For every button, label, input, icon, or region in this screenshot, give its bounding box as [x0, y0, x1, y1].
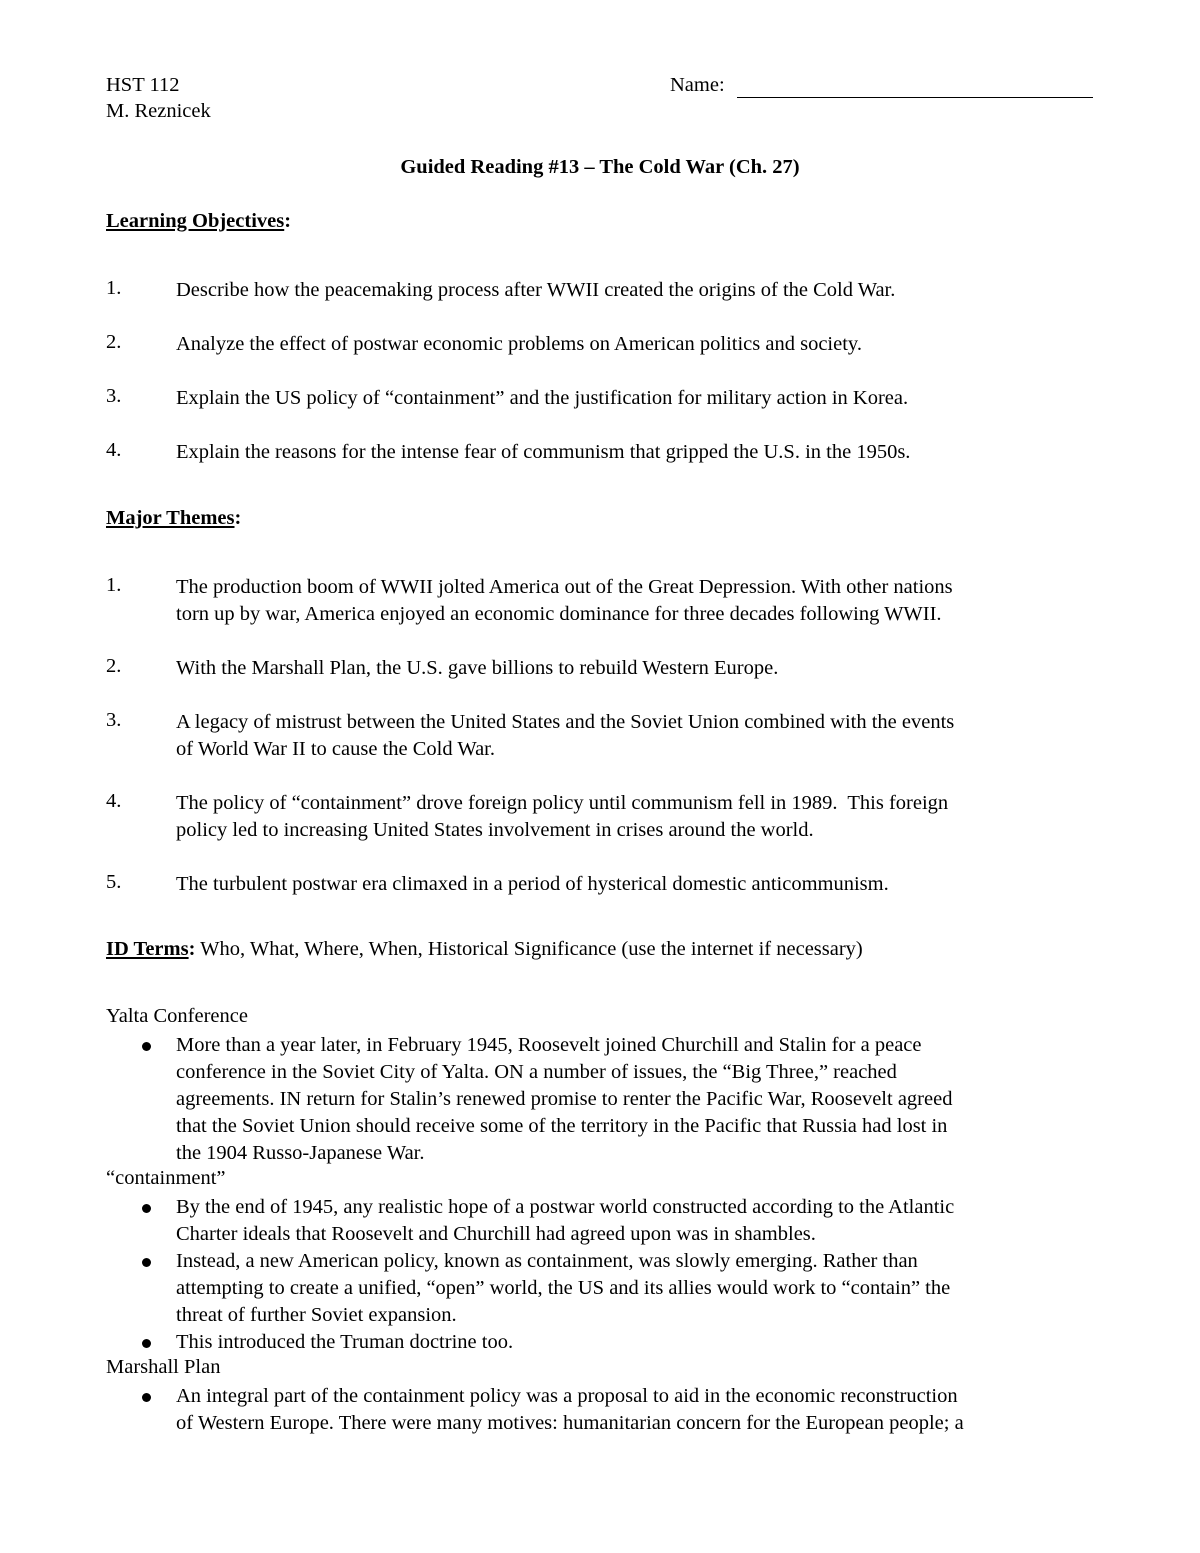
list-item: Analyze the effect of postwar economic problems on American politics and society. [176, 333, 862, 355]
list-item: With the Marshall Plan, the U.S. gave billions to rebuild Western Europe. [176, 657, 779, 679]
term-label: Marshall Plan [106, 1356, 221, 1378]
list-item-number: 3. [106, 709, 122, 731]
list-item: This introduced the Truman doctrine too. [176, 1331, 514, 1353]
course-code: HST 112 [106, 74, 180, 96]
major-themes-heading: Major Themes: [106, 507, 242, 529]
bullet-icon [142, 1393, 151, 1402]
instructor-name: M. Reznicek [106, 100, 211, 122]
list-item: More than a year later, in February 1945, Roosevelt joined Churchill and Stalin for a peace conference in the Soviet City of Yalta. ON a number of issues, the “Big Three,” reached agreements. IN return for Stalin’s renewed promise to renter the Pacific War, Roosevelt agreed that the Soviet Union should receive some of the territory in the Pacific that Russia had lost in the 1904 Russo-Japanese War. [176, 1034, 953, 1164]
list-item: Explain the US policy of “containment” and the justification for military action in Korea. [176, 387, 909, 409]
name-blank-line[interactable] [737, 97, 1093, 98]
list-item: Instead, a new American policy, known as containment, was slowly emerging. Rather than attempting to create a unified, “open” world, the US and its allies would work to “contain” the threat of further Soviet expansion. [176, 1250, 951, 1326]
bullet-icon [142, 1204, 151, 1213]
list-item: A legacy of mistrust between the United States and the Soviet Union combined with the events of World War II to cause the Cold War. [176, 711, 955, 760]
list-item-number: 1. [106, 574, 122, 596]
list-item: The turbulent postwar era climaxed in a period of hysterical domestic anticommunism. [176, 873, 889, 895]
bullet-icon [142, 1339, 151, 1348]
list-item-number: 4. [106, 790, 122, 812]
list-item: The policy of “containment” drove foreign policy until communism fell in 1989. This foreign policy led to increasing United States involvement in crises around the world. [176, 792, 949, 841]
list-item: Explain the reasons for the intense fear of communism that gripped the U.S. in the 1950s. [176, 441, 911, 463]
bullet-icon [142, 1042, 151, 1051]
list-item-number: 4. [106, 439, 122, 461]
learning-objectives-heading: Learning Objectives: [106, 210, 292, 232]
list-item: An integral part of the containment policy was a proposal to aid in the economic reconstruction of Western Europe. There were many motives: humanitarian concern for the European people; a [176, 1385, 964, 1434]
document-title: Guided Reading #13 – The Cold War (Ch. 27) [400, 156, 800, 178]
list-item-number: 2. [106, 331, 122, 353]
list-item-number: 3. [106, 385, 122, 407]
list-item: By the end of 1945, any realistic hope of a postwar world constructed according to the Atlantic Charter ideals that Roosevelt and Churchill had agreed upon was in shambles. [176, 1196, 955, 1245]
term-label: “containment” [106, 1167, 226, 1189]
list-item: Describe how the peacemaking process after WWII created the origins of the Cold War. [176, 279, 896, 301]
bullet-icon [142, 1258, 151, 1267]
name-label: Name: [670, 74, 725, 96]
list-item: The production boom of WWII jolted America out of the Great Depression. With other nations torn up by war, America enjoyed an economic dominance for three decades following WWII. [176, 576, 953, 625]
term-label: Yalta Conference [106, 1005, 248, 1027]
list-item-number: 5. [106, 871, 122, 893]
list-item-number: 2. [106, 655, 122, 677]
list-item-number: 1. [106, 277, 122, 299]
id-terms-heading: ID Terms: Who, What, Where, When, Historical Significance (use the internet if necessary) [106, 938, 863, 960]
